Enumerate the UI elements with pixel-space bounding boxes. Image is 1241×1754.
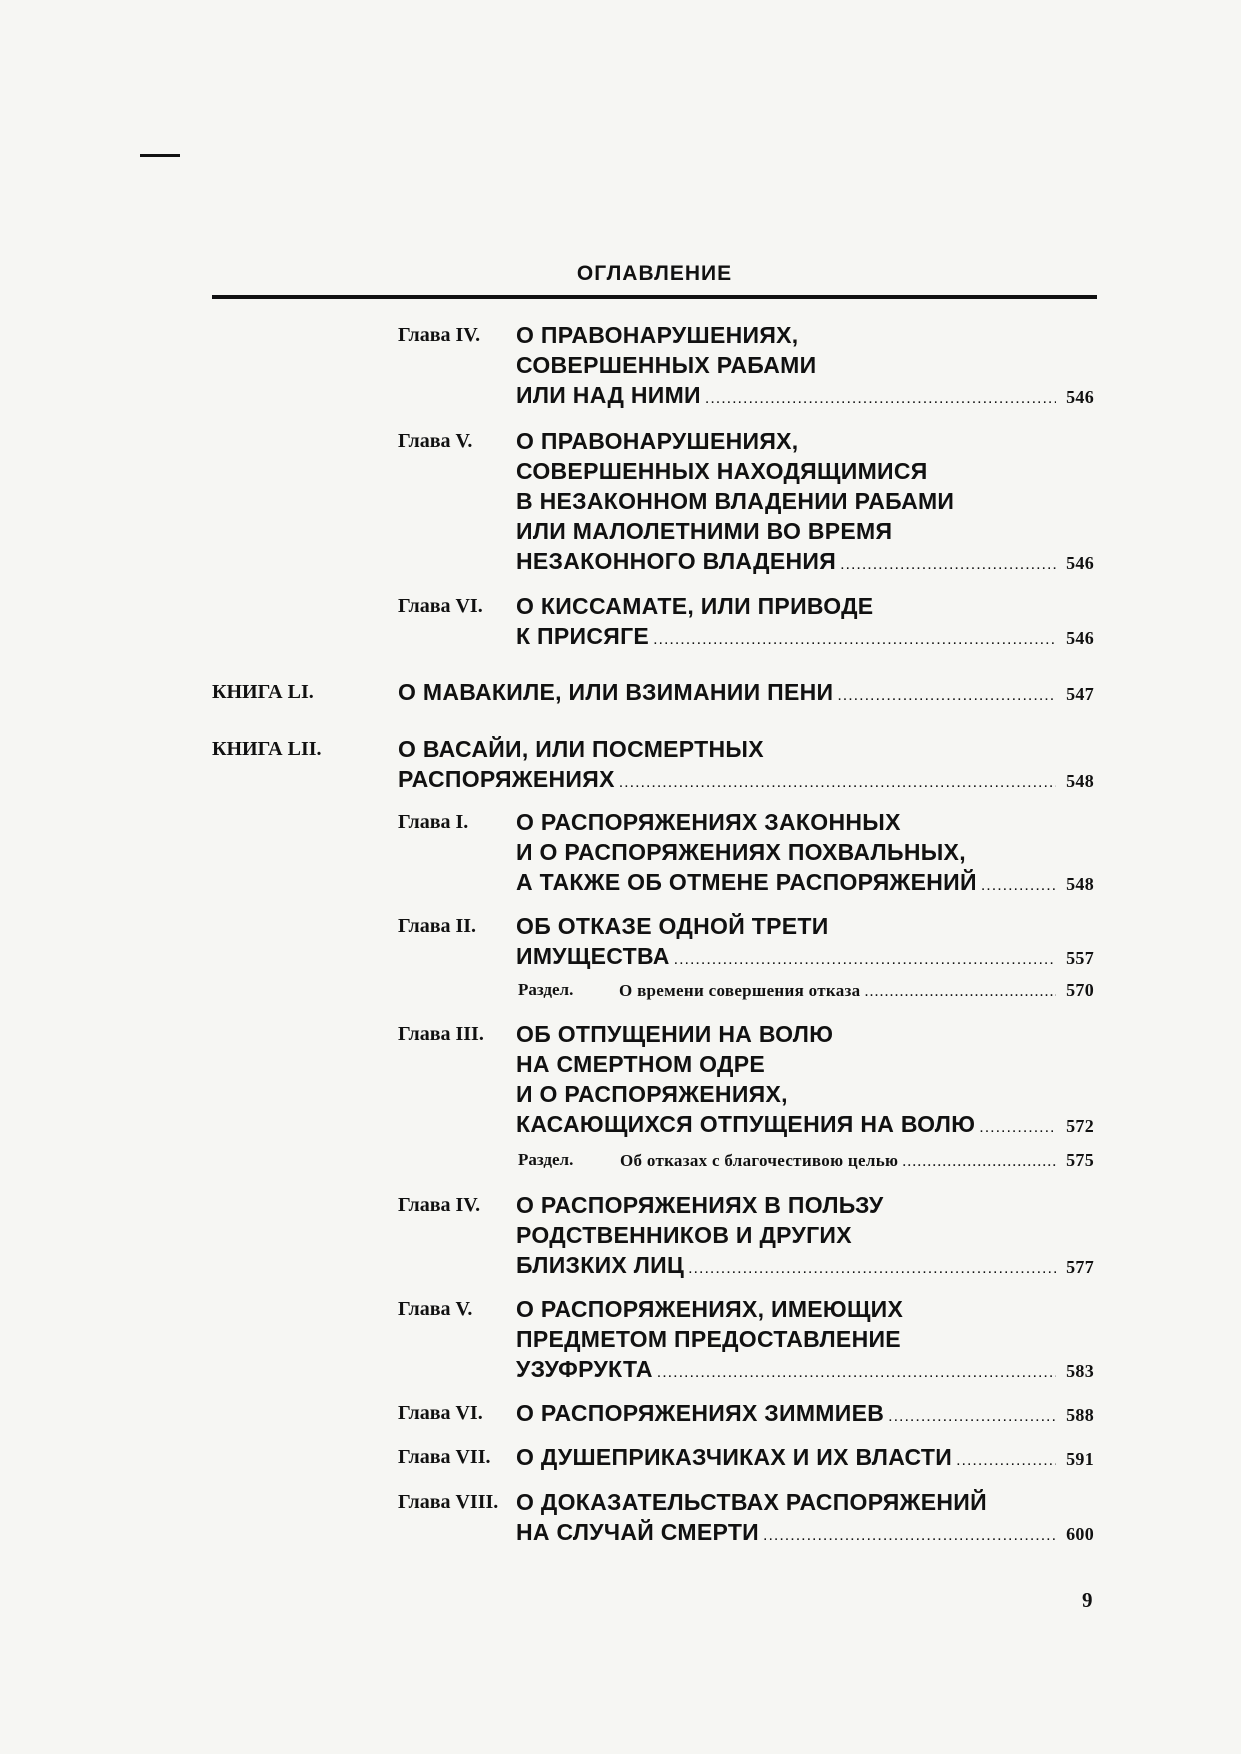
entry-page-number: 588 xyxy=(1066,1405,1094,1425)
entry-page-number: 546 xyxy=(1066,387,1094,407)
dot-leader xyxy=(674,945,1056,975)
entry-last-line xyxy=(516,1354,1094,1388)
entry-page-number: 548 xyxy=(1066,771,1094,791)
entry-title-line: О ДОКАЗАТЕЛЬСТВАХ РАСПОРЯЖЕНИЙ xyxy=(516,1489,987,1515)
entry-last-line xyxy=(398,764,1094,798)
entry-page-number: 548 xyxy=(1066,874,1094,894)
entry-label: Глава IV. xyxy=(398,324,481,346)
entry-title-line: УЗУФРУКТА xyxy=(516,1356,653,1382)
entry-title-line: А ТАКЖЕ ОБ ОТМЕНЕ РАСПОРЯЖЕНИЙ xyxy=(516,869,977,895)
entry-title-line: РОДСТВЕННИКОВ И ДРУГИХ xyxy=(516,1222,852,1248)
entry-page-number: 600 xyxy=(1066,1524,1094,1544)
page-number: 9 xyxy=(1082,1588,1093,1612)
entry-page-number: 572 xyxy=(1066,1116,1094,1136)
entry-title-line: НА СМЕРТНОМ ОДРЕ xyxy=(516,1051,766,1077)
entry-title-line: О МАВАКИЛЕ, ИЛИ ВЗИМАНИИ ПЕНИ xyxy=(398,679,834,705)
entry-page-number: 570 xyxy=(1066,980,1094,1000)
book-label: КНИГА LI. xyxy=(212,681,314,703)
book-label: КНИГА LII. xyxy=(212,738,322,760)
dot-leader xyxy=(619,768,1056,798)
entry-title-line: СОВЕРШЕННЫХ НАХОДЯЩИМИСЯ xyxy=(516,458,928,484)
entry-title-line: К ПРИСЯГЕ xyxy=(516,623,650,649)
section-title: Об отказах с благочестивою целью xyxy=(620,1151,899,1170)
entry-page-number: 583 xyxy=(1066,1361,1094,1381)
entry-last-line xyxy=(516,941,1094,975)
entry-title-line: ОБ ОТКАЗЕ ОДНОЙ ТРЕТИ xyxy=(516,913,829,939)
dot-leader xyxy=(981,871,1056,901)
entry-title-line: О КИССАМАТЕ, ИЛИ ПРИВОДЕ xyxy=(516,593,874,619)
entry-title-line: НЕЗАКОННОГО ВЛАДЕНИЯ xyxy=(516,548,837,574)
section-title: О времени совершения отказа xyxy=(619,981,861,1000)
dot-leader xyxy=(840,550,1056,580)
entry-title-line: О ДУШЕПРИКАЗЧИКАХ И ИХ ВЛАСТИ xyxy=(516,1444,953,1470)
entry-title-line: СОВЕРШЕННЫХ РАБАМИ xyxy=(516,352,817,378)
entry-label: Глава VI. xyxy=(398,1402,483,1424)
entry-title-line: О ВАСАЙИ, ИЛИ ПОСМЕРТНЫХ xyxy=(398,736,764,762)
entry-title-line: И О РАСПОРЯЖЕНИЯХ, xyxy=(516,1081,788,1107)
entry-title-line: В НЕЗАКОННОМ ВЛАДЕНИИ РАБАМИ xyxy=(516,488,955,514)
entry-page-number: 577 xyxy=(1066,1257,1094,1277)
entry-title-line: О ПРАВОНАРУШЕНИЯХ, xyxy=(516,428,799,454)
entry-title-line: И О РАСПОРЯЖЕНИЯХ ПОХВАЛЬНЫХ, xyxy=(516,839,966,865)
entry-page-number: 557 xyxy=(1066,948,1094,968)
entry-page-number: 575 xyxy=(1066,1150,1094,1170)
entry-title-line: О РАСПОРЯЖЕНИЯХ ЗАКОННЫХ xyxy=(516,809,901,835)
entry-title-line: ИЛИ МАЛОЛЕТНИМИ ВО ВРЕМЯ xyxy=(516,518,893,544)
entry-last-line xyxy=(398,677,1094,711)
dot-leader xyxy=(888,1402,1056,1432)
dot-leader xyxy=(837,681,1056,711)
entry-label: Глава VII. xyxy=(398,1446,491,1468)
dot-leader xyxy=(653,625,1056,655)
entry-last-line xyxy=(516,1109,1094,1143)
entry-page-number: 547 xyxy=(1066,684,1094,704)
entry-label: Глава V. xyxy=(398,1298,473,1320)
dot-leader xyxy=(979,1113,1056,1143)
entry-title-line: О РАСПОРЯЖЕНИЯХ В ПОЛЬЗУ xyxy=(516,1192,884,1218)
entry-label: Глава III. xyxy=(398,1023,484,1045)
entry-title-line: О РАСПОРЯЖЕНИЯХ ЗИММИЕВ xyxy=(516,1400,885,1426)
entry-last-line xyxy=(516,1250,1094,1284)
dot-leader xyxy=(864,978,1056,1006)
entry-last-line xyxy=(516,1398,1094,1432)
entry-last-line xyxy=(516,621,1094,655)
entry-label: Глава VI. xyxy=(398,595,483,617)
entry-last-line xyxy=(516,867,1094,901)
section-label: Раздел. xyxy=(518,1150,574,1169)
entry-title-line: РАСПОРЯЖЕНИЯХ xyxy=(398,766,615,792)
entry-title-line: КАСАЮЩИХСЯ ОТПУЩЕНИЯ НА ВОЛЮ xyxy=(516,1111,976,1137)
dot-leader xyxy=(763,1521,1056,1551)
entry-label: Глава VIII. xyxy=(398,1491,499,1513)
entry-title-line: ИЛИ НАД НИМИ xyxy=(516,382,701,408)
entry-title-line: ОБ ОТПУЩЕНИИ НА ВОЛЮ xyxy=(516,1021,834,1047)
entry-page-number: 546 xyxy=(1066,553,1094,573)
entry-title-line: НА СЛУЧАЙ СМЕРТИ xyxy=(516,1519,760,1545)
entry-last-line xyxy=(516,380,1094,414)
dot-leader xyxy=(956,1446,1056,1476)
entry-title-line: ИМУЩЕСТВА xyxy=(516,943,670,969)
entry-label: Глава IV. xyxy=(398,1194,481,1216)
entry-last-line xyxy=(516,1442,1094,1476)
entry-label: Глава II. xyxy=(398,915,477,937)
entry-title-line: БЛИЗКИХ ЛИЦ xyxy=(516,1252,685,1278)
dot-leader xyxy=(705,384,1056,414)
entry-page-number: 591 xyxy=(1066,1449,1094,1469)
dot-leader xyxy=(657,1358,1056,1388)
entry-last-line xyxy=(516,546,1094,580)
entry-page-number: 546 xyxy=(1066,628,1094,648)
entry-label: Глава I. xyxy=(398,811,469,833)
entry-title-line: О РАСПОРЯЖЕНИЯХ, ИМЕЮЩИХ xyxy=(516,1296,904,1322)
entry-last-line xyxy=(620,1146,1094,1176)
entry-title-line: О ПРАВОНАРУШЕНИЯХ, xyxy=(516,322,799,348)
entry-last-line xyxy=(516,1517,1094,1551)
entry-label: Глава V. xyxy=(398,430,473,452)
section-label: Раздел. xyxy=(518,980,574,999)
dot-leader xyxy=(688,1254,1056,1284)
dot-leader xyxy=(902,1148,1056,1176)
entry-title-line: ПРЕДМЕТОМ ПРЕДОСТАВЛЕНИЕ xyxy=(516,1326,901,1352)
page-header-title: ОГЛАВЛЕНИЕ xyxy=(576,262,733,285)
entry-last-line xyxy=(619,976,1094,1006)
